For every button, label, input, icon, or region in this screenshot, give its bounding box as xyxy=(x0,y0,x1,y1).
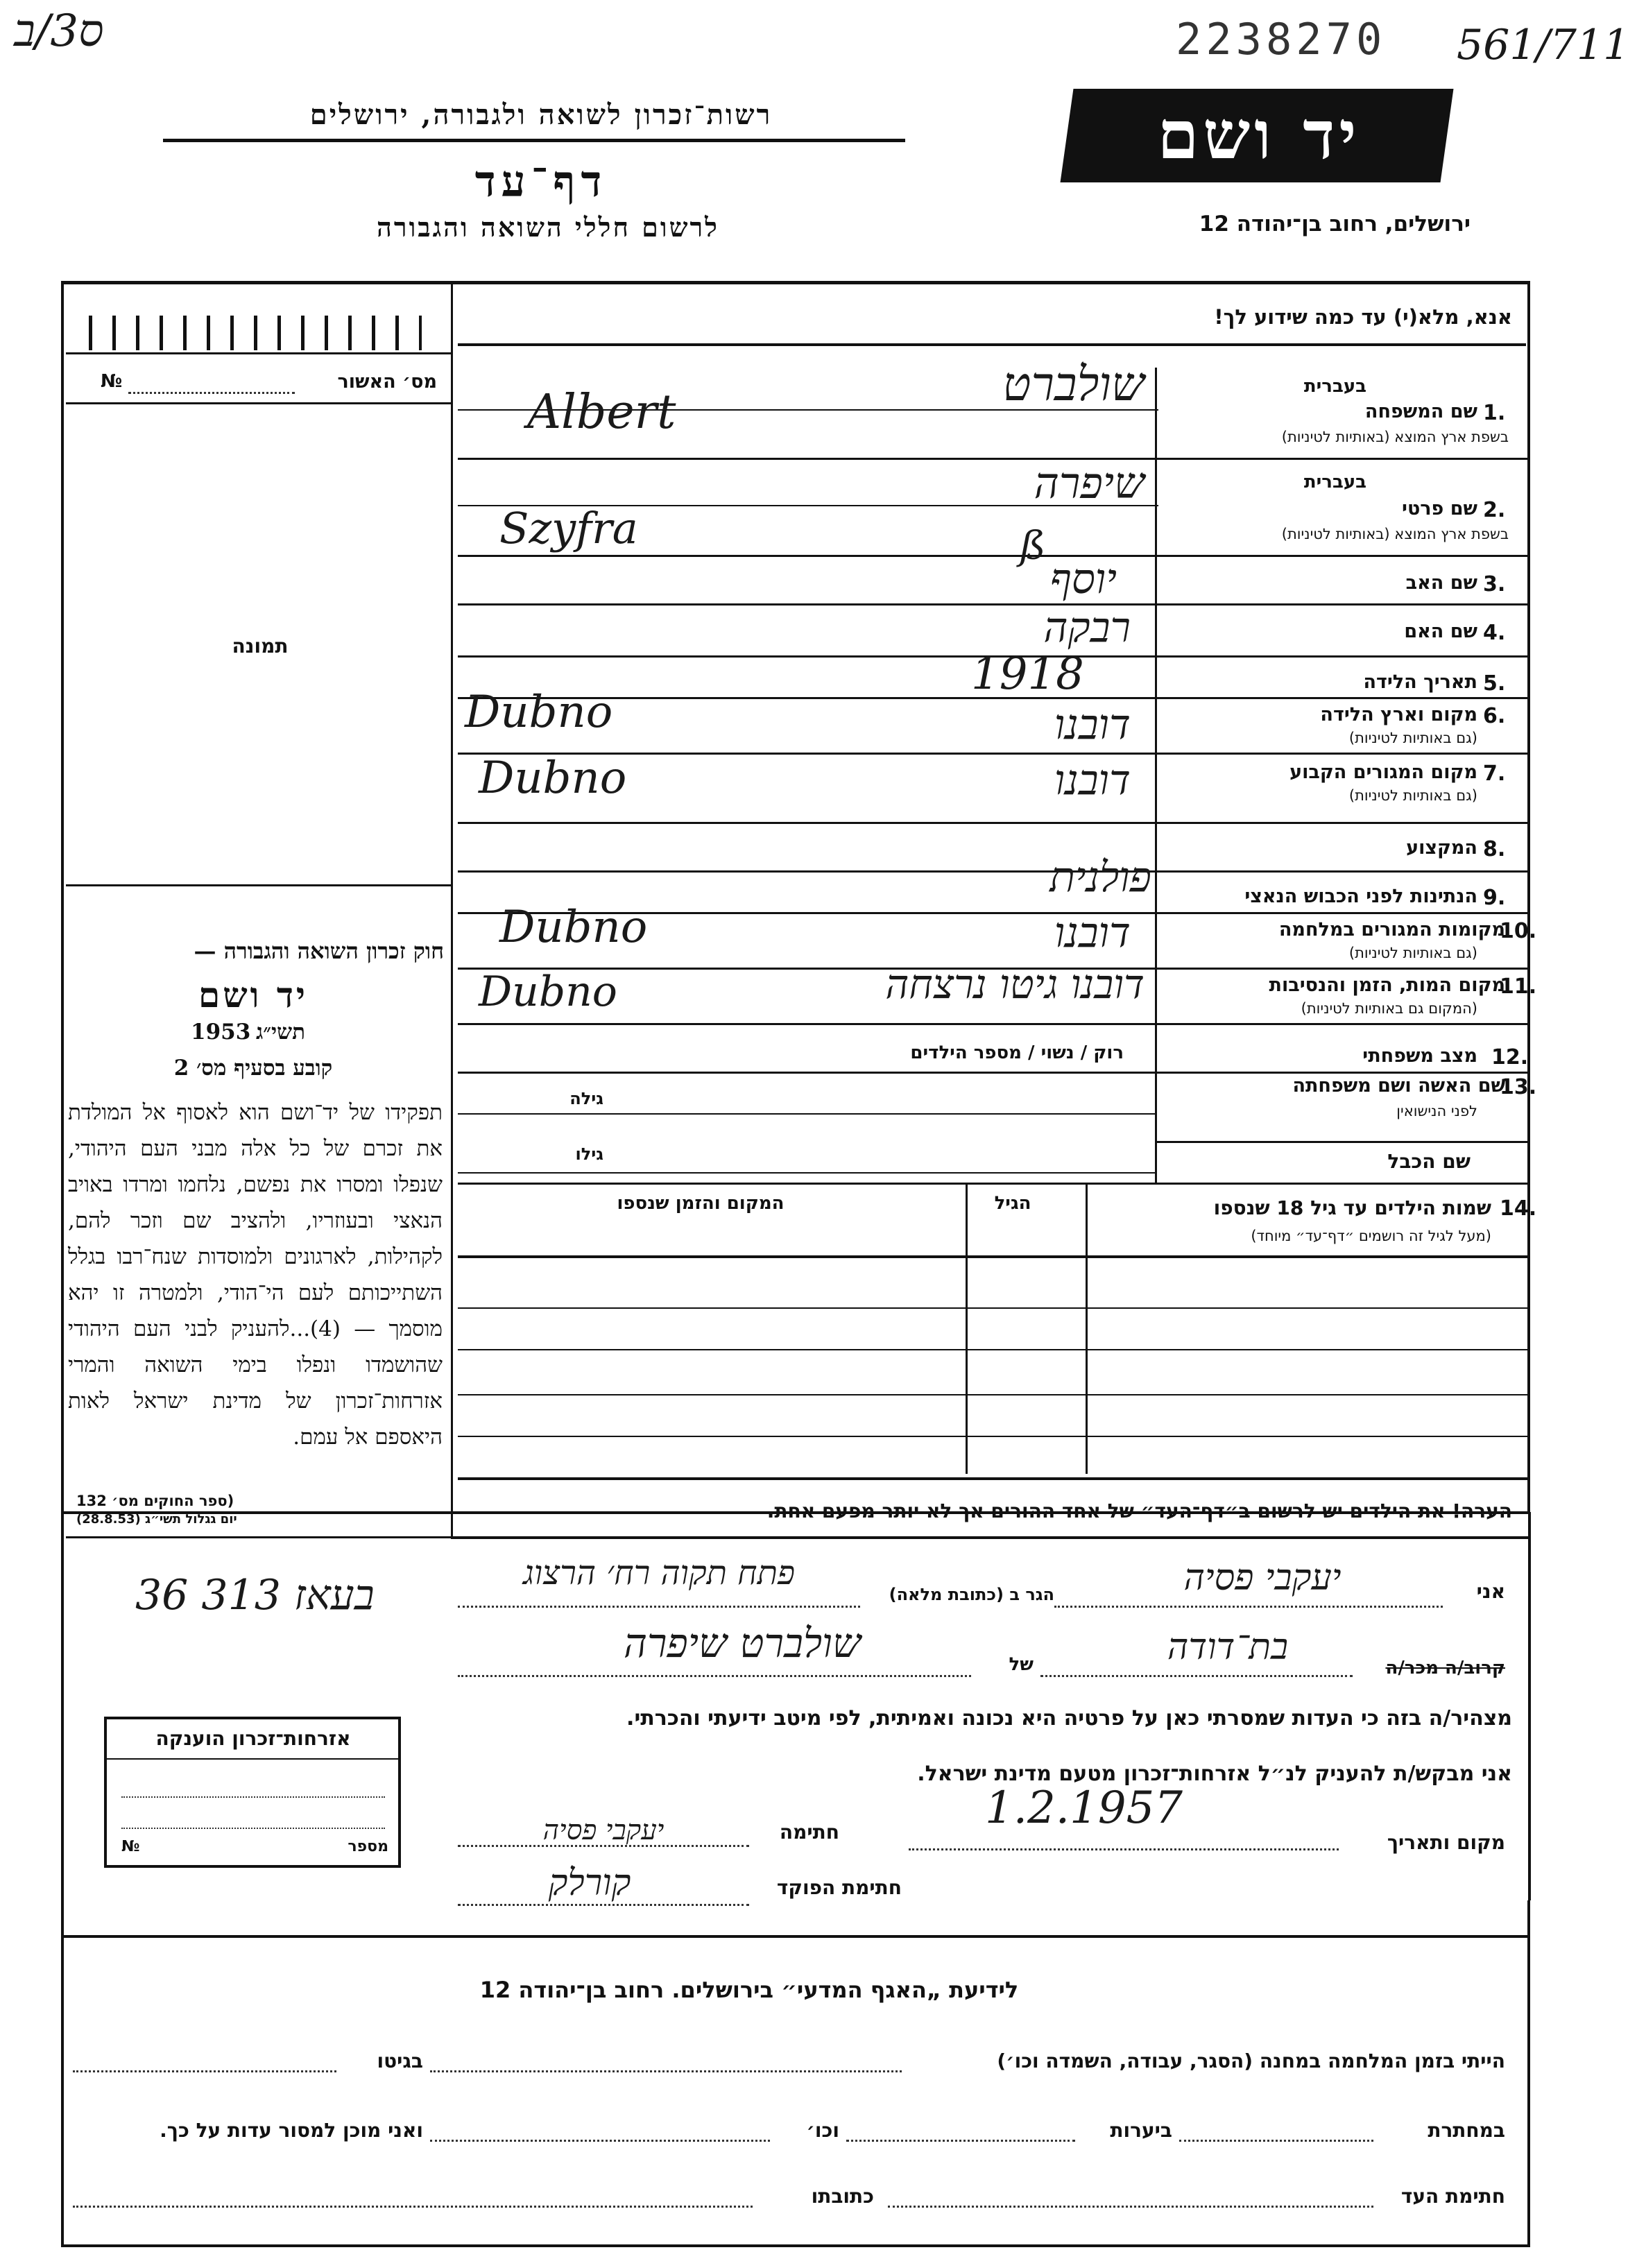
field-2-sub: בשפת ארץ המוצא (באותיות לטיניות) xyxy=(1281,526,1509,542)
spouse-age-label-m: גילו xyxy=(575,1144,603,1164)
authority-name: רשות־זכרון לשואה ולגבורה, ירושלים xyxy=(309,98,773,131)
sidebar-ticks xyxy=(89,316,422,350)
footer-line1-end: בגיטו xyxy=(377,2050,423,2072)
law-year: 1953 xyxy=(191,1020,251,1045)
field-2-label: שם פרטי xyxy=(1402,498,1477,519)
law-source-2: יום גגלול תשי״ג (28.8.53) xyxy=(76,1512,237,1527)
sidebar-divider xyxy=(451,283,453,1538)
family-name-hebrew-value: שולברט xyxy=(1002,357,1145,412)
footer-line2-etc: וכו׳ xyxy=(806,2119,839,2142)
signature-value: יעקבי פסיה xyxy=(542,1814,665,1846)
approval-label: מס׳ האשור xyxy=(337,371,437,393)
father-name-mark: ß xyxy=(1020,524,1046,569)
law-title: חוק זכרון השואה והגבורה — xyxy=(194,938,444,964)
footer-line3-end: כתובתו xyxy=(811,2185,874,2208)
law-source-1: (ספר החוקים מס׳ 132 xyxy=(76,1493,234,1509)
death-place-latin-value: Dubno xyxy=(479,968,617,1016)
field-11-number: 11. xyxy=(1500,974,1537,999)
declarant-label: אני xyxy=(1476,1580,1505,1603)
certificate-no-symbol: № xyxy=(121,1838,140,1855)
field-13-label: שם האשה ושם משפחתה xyxy=(1292,1075,1505,1097)
field-7-sub: (גם באותיות לטיניות) xyxy=(1348,787,1477,804)
intro-instruction: אנא, מלא(י) עד כמה שידוע לך! xyxy=(1214,305,1512,329)
footer-line2-label: במחתרת xyxy=(1428,2119,1505,2142)
address: ירושלים, רחוב בן־יהודה 12 xyxy=(1199,212,1471,237)
place-date-value: 1.2.1957 xyxy=(985,1782,1183,1834)
field-5-number: 5. xyxy=(1483,671,1506,696)
field-9-number: 9. xyxy=(1483,886,1506,910)
wartime-residence-latin-value: Dubno xyxy=(499,902,648,953)
total-label: שם הכבל xyxy=(1387,1150,1471,1173)
handwritten-ref-top-right: 561/711 xyxy=(1457,21,1630,69)
footer-line1-label: הייתי בזמן המלחמה במחנה (הסגר, עבודה, השמדה וכו׳) xyxy=(997,2050,1505,2072)
footer-divider xyxy=(61,1935,1530,1938)
field-10-label: מקומות המגורים במלחמה xyxy=(1278,919,1505,940)
signature-label: חתימה xyxy=(779,1821,839,1844)
footer-title: לידיעת „האגף המדעי״ בירושלים. רחוב בן־יהודה 12 xyxy=(479,1977,1019,2003)
frame-right-lower xyxy=(1528,1512,1531,1900)
field-label-divider xyxy=(1155,368,1157,1183)
field-2-hebrew-tag: בעברית xyxy=(1303,472,1366,492)
field-1-sub: בשפת ארץ המוצא (באותיות לטיניות) xyxy=(1281,429,1509,445)
mother-name-value: רבקה xyxy=(1043,603,1131,652)
first-name-hebrew-value: שיפרה xyxy=(1034,458,1145,508)
field-8-number: 8. xyxy=(1483,837,1506,861)
citizenship-value: פולנית xyxy=(1049,853,1151,902)
field-3-number: 3. xyxy=(1483,572,1506,596)
form-title: דף־עד xyxy=(474,156,608,207)
law-text: תפקידו של יד־ושם הוא לאסוף אל המולדת את זכרם של כל אלה מבני העם היהודי, שנפלו ומסרו את נפשם, נלחמו ומרדו באויב הנאצי ובעוזריו, ולהציב שם וזכר להם, לקהילות, לארגונים ולמוסדות שנח־רבו בגלל השתייכותם לעם הי־הודי, ולמטרה זו יהא מוסמך — (4)...להעניק לבני העם היהודי שהושמדו ונפלו בימי השואה והמרי אזרחות־זכרון של מדינת ישראל לאות היאספם אל עמם. xyxy=(68,1100,443,1450)
field-4-label: שם האם xyxy=(1404,621,1477,642)
relation-label: קרוב/ה מכר/ה xyxy=(1385,1658,1505,1678)
birth-place-latin-value: Dubno xyxy=(465,687,613,738)
field-1-label: שם המשפחה xyxy=(1364,401,1477,422)
field-7-number: 7. xyxy=(1483,762,1506,786)
children-age-header: הגיל xyxy=(994,1193,1031,1214)
field-8-label: המקצוע xyxy=(1406,837,1477,859)
field-9-label: הנתינות לפני הכבוש הנאצי xyxy=(1244,886,1477,907)
form-subtitle: לרשום חללי השואה והגבורה xyxy=(377,212,719,243)
law-name: יד ושם xyxy=(198,974,308,1015)
residence-latin-value: Dubno xyxy=(479,753,627,804)
archive-number: 2238270 xyxy=(1176,14,1387,65)
declaration-statement: מצהיר/ה בזה כי העדות שמסרתי כאן על פרטיה היא נכונה ואמיתית, לפי מיטב ידיעתי והכרתי. xyxy=(626,1706,1512,1730)
death-place-hebrew-value: דובנו גיטו נרצחה xyxy=(885,961,1145,1008)
father-name-value: יוסף xyxy=(1049,555,1117,603)
field-14-number: 14. xyxy=(1500,1196,1537,1221)
birth-place-hebrew-value: דובנו xyxy=(1054,701,1131,749)
birth-date-value: 1918 xyxy=(971,648,1084,700)
logo-text: יד ושם xyxy=(1157,96,1361,174)
handwritten-ref-top-left: ס3/ב xyxy=(14,6,104,57)
field-6-label: מקום וארץ הלידה xyxy=(1320,704,1477,725)
spouse-age-label-f: גילה xyxy=(569,1089,603,1108)
footer-line2-end: ואני מוכן למסור עדות על כך. xyxy=(160,2119,423,2142)
frame-left-lower xyxy=(61,1512,64,1900)
family-name-latin-value: Albert xyxy=(527,385,676,440)
officer-label: חתימת הפוקד xyxy=(776,1876,902,1899)
law-section: קובע בסעיף מס׳ 2 xyxy=(173,1056,333,1081)
first-name-latin-value: Szyfra xyxy=(499,503,638,553)
field-12-number: 12. xyxy=(1491,1045,1529,1069)
wartime-residence-hebrew-value: דובנו xyxy=(1054,909,1131,957)
field-13-sub: לפני הנישואין xyxy=(1396,1103,1477,1119)
field-11-label: מקום המות, הזמן והנסיבות xyxy=(1269,974,1505,996)
field-13-number: 13. xyxy=(1500,1075,1537,1099)
declarant-name-value: יעקבי פסיה xyxy=(1183,1557,1342,1599)
declaration-request: אני מבקש/ת להעניק לנ״ל אזרחות־זכרון מטעם מדינת ישראל. xyxy=(917,1762,1512,1786)
field-10-sub: (גם באותיות לטיניות) xyxy=(1348,945,1477,961)
children-note: (מעל לגיל זה רושמים ״דף־עד״ מיוחד) xyxy=(1251,1228,1491,1244)
footer-line2-forests: ביערות xyxy=(1110,2119,1172,2142)
children-place-header: המקום והזמן שנספו xyxy=(617,1193,785,1214)
field-11-sub: (המקום גם באותיות לטיניות) xyxy=(1301,1000,1477,1017)
family-status-options: רוק / נשוי / מספר הילדים xyxy=(910,1042,1124,1063)
place-date-label: מקום ותאריך xyxy=(1387,1831,1505,1854)
certificate-number-label: מספר xyxy=(348,1838,388,1855)
children-title: שמות הילדים עד גיל 18 שנספו xyxy=(1213,1196,1491,1219)
header-underline xyxy=(163,139,905,142)
resident-label: הגר ב (כתובת מלאה) xyxy=(889,1585,1054,1604)
field-12-label: מצב משפחתי xyxy=(1362,1045,1477,1067)
certificate-title: אזרחות־זכרון הוענקה xyxy=(155,1727,351,1750)
approval-no-symbol: № xyxy=(101,371,123,392)
of-label: של xyxy=(1009,1654,1034,1675)
photo-label: תמונה xyxy=(232,635,289,658)
declarant-address-value: פתח תקוה רח׳ הרצוג xyxy=(522,1554,795,1592)
field-3-label: שם האב xyxy=(1405,572,1477,594)
field-5-label: תאריך הלידה xyxy=(1363,671,1477,693)
field-6-sub: (גם באותיות לטיניות) xyxy=(1348,730,1477,746)
officer-signature-value: קורלק xyxy=(548,1862,631,1904)
relative-of-value: שולברט שיפרה xyxy=(623,1620,862,1667)
field-6-number: 6. xyxy=(1483,704,1506,728)
law-year-heb: תשי״ג xyxy=(256,1020,305,1045)
remark: הערה! את הילדים יש לרשום ב״דף־העד״ של אחד ההורים אך לא יותר מפעם אחת. xyxy=(766,1500,1512,1522)
field-7-label: מקום המגורים הקבוע xyxy=(1289,762,1477,783)
field-1-number: 1. xyxy=(1483,401,1506,425)
field-10-number: 10. xyxy=(1500,919,1537,943)
footer-line3-label: חתימת העד xyxy=(1400,2185,1505,2208)
field-1-hebrew-tag: בעברית xyxy=(1303,376,1366,397)
handwritten-ref-bottom-left: 36 בעאז 313 xyxy=(135,1571,375,1620)
field-2-number: 2. xyxy=(1483,498,1506,522)
relation-value: בת־דודה xyxy=(1167,1626,1289,1668)
residence-hebrew-value: דובנו xyxy=(1054,756,1131,805)
field-4-number: 4. xyxy=(1483,621,1506,645)
